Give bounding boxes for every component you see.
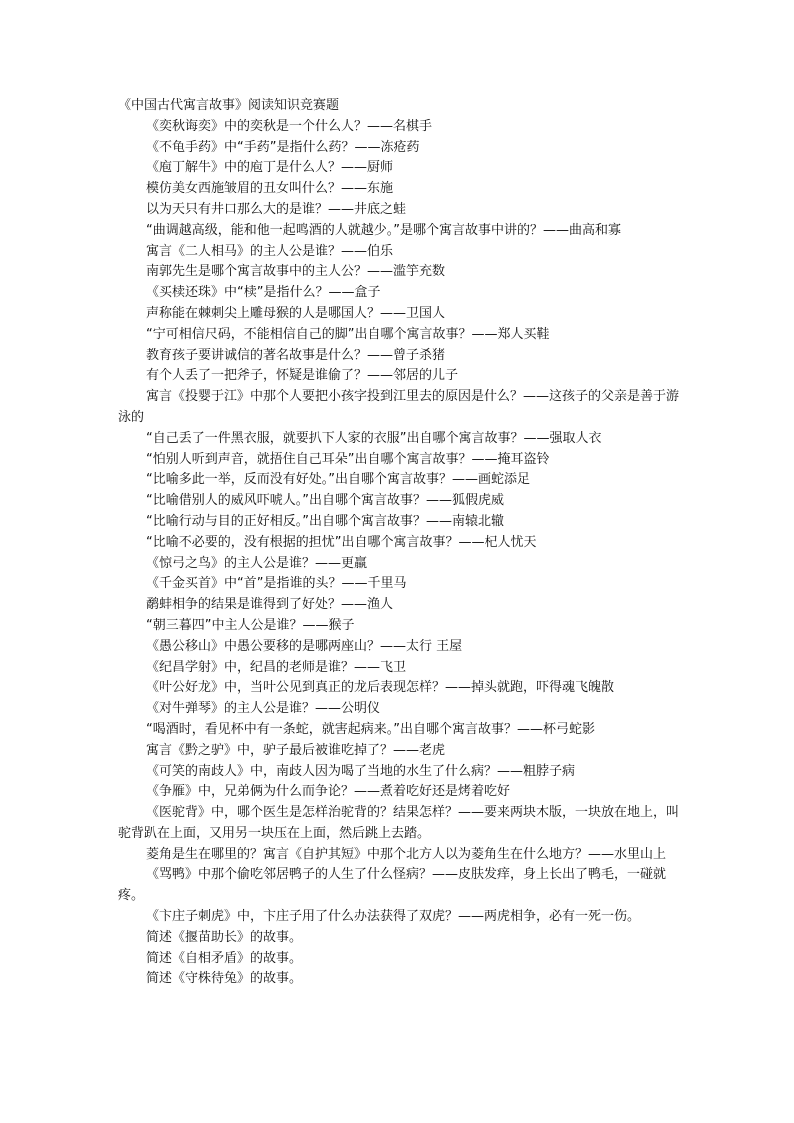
question-line: “比喻不必要的，没有根据的担忧”出自哪个寓言故事？——杞人忧天 [146, 534, 537, 550]
question-line: 《惊弓之鸟》的主人公是谁？——更羸 [146, 555, 368, 571]
question-line: 《纪昌学射》中，纪昌的老师是谁？——飞卫 [146, 659, 407, 675]
question-line: 《买椟还珠》中“椟”是指什么？——盒子 [146, 285, 381, 301]
question-line: 《卞庄子刺虎》中，卞庄子用了什么办法获得了双虎？——两虎相争，必有一死一伤。 [146, 909, 641, 925]
document-page [118, 96, 680, 990]
question-line: “怕别人听到声音，就捂住自己耳朵”出自哪个寓言故事？——掩耳盗铃 [146, 451, 550, 467]
question-line: 《不龟手药》中“手药”是指什么药？——冻疮药 [146, 139, 420, 155]
question-line: “自己丢了一件黑衣服，就要扒下人家的衣服”出自哪个寓言故事？——强取人衣 [146, 430, 602, 446]
document-title: 《中国古代寓言故事》阅读知识竞赛题 [118, 98, 340, 113]
question-line: 《庖丁解牛》中的庖丁是什么人？——厨师 [146, 160, 394, 176]
question-line: 《争雁》中，兄弟俩为什么而争论？——煮着吃好还是烤着吃好 [146, 784, 511, 800]
question-line: 寓言《黔之驴》中，驴子最后被谁吃掉了？——老虎 [146, 742, 446, 758]
question-line: 《对牛弹琴》的主人公是谁？——公明仪 [146, 701, 381, 717]
question-paragraph: 菱角是生在哪里的？寓言《自护其短》中那个北方人以为菱角生在什么地方？——水里山上 [146, 846, 667, 862]
question-line: “朝三暮四”中主人公是谁？——猴子 [146, 617, 355, 633]
question-line: “喝酒时，看见杯中有一条蛇，就害起病来。”出自哪个寓言故事？——杯弓蛇影 [146, 721, 595, 737]
question-line: “宁可相信尺码，不能相信自己的脚”出自哪个寓言故事？——郑人买鞋 [146, 326, 550, 342]
question-line: 简述《自相矛盾》的故事。 [146, 950, 303, 966]
question-line: 南郭先生是哪个寓言故事中的主人公？——滥竽充数 [146, 264, 446, 280]
question-line: 简述《守株待兔》的故事。 [146, 971, 303, 987]
question-line: “比喻多此一举，反而没有好处。”出自哪个寓言故事？——画蛇添足 [146, 472, 530, 488]
question-line: 模仿美女西施皱眉的丑女叫什么？——东施 [146, 181, 394, 197]
question-line: 《千金买首》中“首”是指谁的头？——千里马 [146, 576, 407, 592]
question-line: 寓言《二人相马》的主人公是谁？——伯乐 [146, 243, 394, 259]
question-line: 《叶公好龙》中，当叶公见到真正的龙后表现怎样？——掉头就跑，吓得魂飞魄散 [146, 680, 615, 696]
question-line: 《奕秋诲奕》中的奕秋是一个什么人？——名棋手 [146, 118, 433, 134]
question-line: 以为天只有井口那么大的是谁？——井底之蛙 [146, 201, 407, 217]
question-line: “曲调越高级，能和他一起鸣酒的人就越少。”是哪个寓言故事中讲的？——曲高和寡 [146, 222, 621, 238]
question-line: 教育孩子要讲诚信的著名故事是什么？——曾子杀猪 [146, 347, 446, 363]
question-line: 鹬蚌相争的结果是谁得到了好处？——渔人 [146, 597, 394, 613]
question-line: “比喻行动与目的正好相反。”出自哪个寓言故事？——南辕北辙 [146, 513, 504, 529]
question-line: “比喻借别人的威风吓唬人。”出自哪个寓言故事？——狐假虎威 [146, 493, 504, 509]
question-line: 《可笑的南歧人》中，南歧人因为喝了当地的水生了什么病？——粗脖子病 [146, 763, 576, 779]
question-paragraph: 《骂鸭》中那个偷吃邻居鸭子的人生了什么怪病？——皮肤发痒，身上长出了鸭毛，一碰就疼。 [118, 867, 667, 904]
question-line: 简述《揠苗助长》的故事。 [146, 929, 303, 945]
question-line: 声称能在棘刺尖上雕母猴的人是哪国人？——卫国人 [146, 305, 446, 321]
question-paragraph: 《医驼背》中，哪个医生是怎样治驼背的？结果怎样？——要来两块木版，一块放在地上，叫驼背趴在上面，又用另一块压在上面，然后跳上去踏。 [118, 805, 680, 841]
question-line: 有个人丢了一把斧子，怀疑是谁偷了？——邻居的儿子 [146, 368, 459, 384]
question-paragraph: 寓言《投婴于江》中那个人要把小孩字投到江里去的原因是什么？——这孩子的父亲是善于游泳的 [118, 389, 680, 425]
question-line: 《愚公移山》中愚公要移的是哪两座山？——太行 王屋 [146, 638, 463, 654]
